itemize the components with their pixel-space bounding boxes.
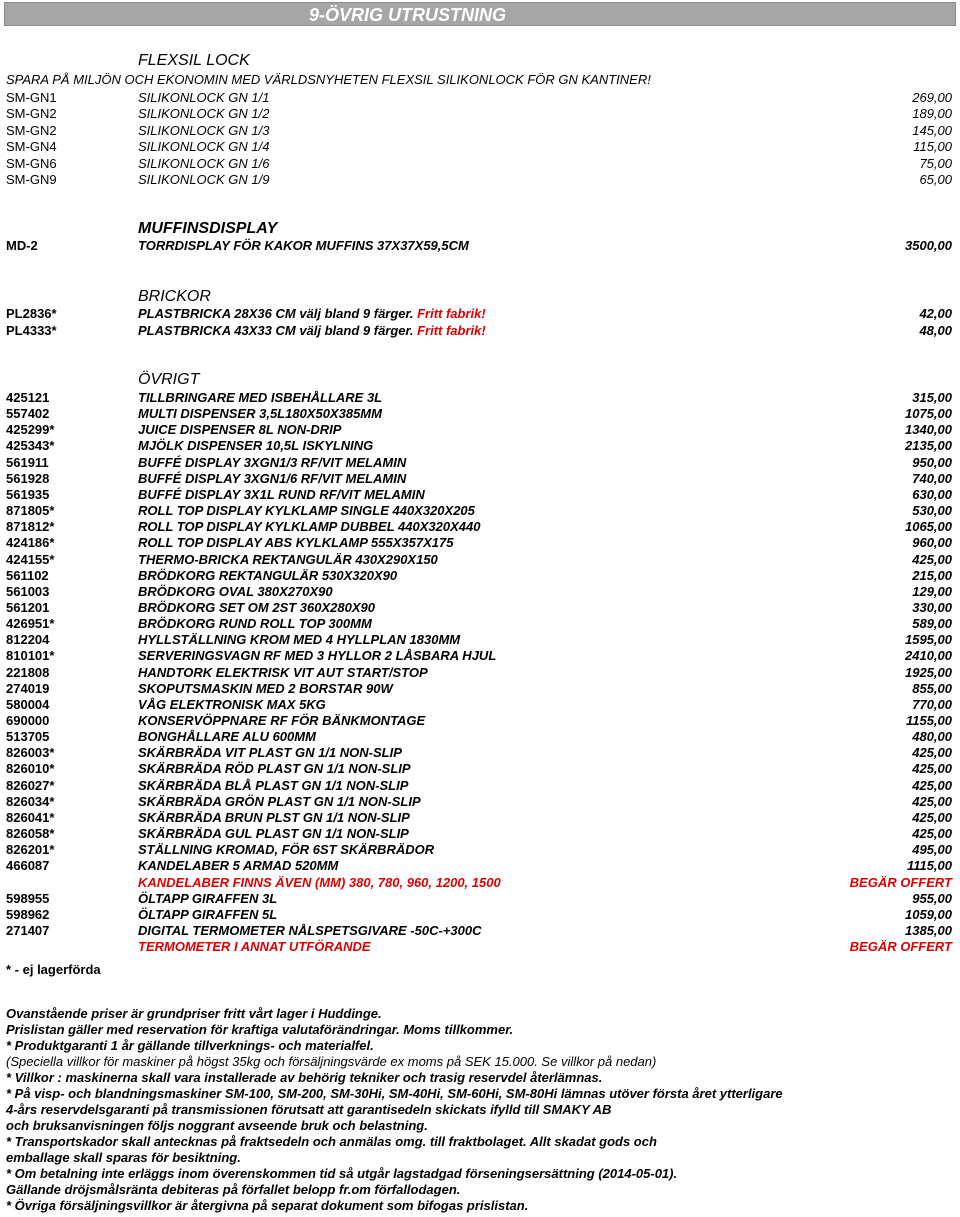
item-description: KANDELABER 5 ARMAD 520MM xyxy=(138,858,339,874)
item-price: 2410,00 xyxy=(905,648,952,664)
table-row xyxy=(0,745,960,761)
item-description: HYLLSTÄLLNING KROM MED 4 HYLLPLAN 1830MM xyxy=(138,632,461,648)
item-price: 950,00 xyxy=(912,454,952,470)
item-description: BUFFÉ DISPLAY 3XGN1/6 RF/VIT MELAMIN xyxy=(138,470,407,486)
table-row xyxy=(0,648,960,664)
table-row xyxy=(0,632,960,648)
item-description: SILIKONLOCK GN 1/3 xyxy=(138,122,270,138)
item-description: SKÄRBRÄDA GRÖN PLAST GN 1/1 NON-SLIP xyxy=(138,793,421,809)
table-row xyxy=(0,106,960,122)
item-description: TILLBRINGARE MED ISBEHÅLLARE 3L xyxy=(138,390,383,405)
item-price: 145,00 xyxy=(912,122,952,138)
item-description: SILIKONLOCK GN 1/6 xyxy=(138,155,270,171)
item-code: SM-GN9 xyxy=(6,172,57,187)
item-price: 425,00 xyxy=(912,826,952,842)
item-price: 65,00 xyxy=(919,172,952,187)
item-price: 1065,00 xyxy=(905,519,952,535)
table-row xyxy=(0,90,960,106)
flexsil-heading: FLEXSIL LOCK xyxy=(138,52,250,69)
table-row xyxy=(0,306,960,322)
table-row xyxy=(0,406,960,422)
item-description: MJÖLK DISPENSER 10,5L ISKYLNING xyxy=(138,438,374,454)
table-row xyxy=(0,826,960,842)
item-price: 1340,00 xyxy=(905,422,952,438)
item-code: 425343* xyxy=(6,438,55,454)
item-description: ÖLTAPP GIRAFFEN 3L xyxy=(138,890,278,906)
item-code: 826010* xyxy=(6,761,55,777)
item-code: 466087 xyxy=(6,858,50,874)
item-description: BRÖDKORG REKTANGULÄR 530X320X90 xyxy=(138,567,398,583)
item-code: 561201 xyxy=(6,599,50,615)
item-code: 274019 xyxy=(6,680,50,696)
footnote: * - ej lagerförda xyxy=(6,962,101,977)
item-description: STÄLLNING KROMAD, FÖR 6ST SKÄRBRÄDOR xyxy=(138,842,435,858)
item-price: 42,00 xyxy=(919,306,952,321)
table-row xyxy=(0,390,960,406)
item-code: SM-GN6 xyxy=(6,155,57,171)
item-price: 425,00 xyxy=(912,793,952,809)
item-price: 3500,00 xyxy=(905,238,952,253)
item-description: BRÖDKORG RUND ROLL TOP 300MM xyxy=(138,616,372,632)
table-row xyxy=(0,761,960,777)
item-description: VÅG ELEKTRONISK MAX 5KG xyxy=(138,696,326,712)
item-description: SERVERINGSVAGN RF MED 3 HYLLOR 2 LÅSBARA HJUL xyxy=(138,648,497,664)
item-code: 221808 xyxy=(6,664,50,680)
item-code: 826003* xyxy=(6,745,55,761)
terms-block xyxy=(6,1006,946,1214)
item-price: 530,00 xyxy=(912,503,952,519)
item-price: 115,00 xyxy=(913,139,952,155)
table-row xyxy=(0,568,960,584)
item-price: 425,00 xyxy=(912,809,952,825)
item-description: SKÄRBRÄDA BRUN PLST GN 1/1 NON-SLIP xyxy=(138,809,410,825)
item-code: 826201* xyxy=(6,842,55,858)
item-code: MD-2 xyxy=(6,238,38,253)
item-code: PL4333* xyxy=(6,322,57,338)
table-row xyxy=(0,729,960,745)
item-description: BUFFÉ DISPLAY 3XGN1/3 RF/VIT MELAMIN xyxy=(138,454,407,470)
terms-line: * Om betalning inte erläggs inom överenskommen tid så utgår lagstadgad förseningsersättning (2014-05-01). xyxy=(6,1166,678,1181)
table-row xyxy=(0,794,960,810)
section-title: 9-ÖVRIG UTRUSTNING xyxy=(309,5,507,25)
item-description: SKÄRBRÄDA GUL PLAST GN 1/1 NON-SLIP xyxy=(138,826,409,842)
brickor-heading: BRICKOR xyxy=(138,288,211,305)
item-code: 871805* xyxy=(6,503,55,519)
table-row xyxy=(0,535,960,551)
item-description: ÖLTAPP GIRAFFEN 5L xyxy=(138,906,278,922)
item-description: MULTI DISPENSER 3,5L180X50X385MM xyxy=(138,406,382,422)
item-description: BUFFÉ DISPLAY 3X1L RUND RF/VIT MELAMIN xyxy=(138,486,425,502)
table-row xyxy=(0,891,960,907)
item-code: 598962 xyxy=(6,906,50,922)
item-code: 826034* xyxy=(6,793,55,809)
terms-line: Gällande dröjsmålsränta debiteras på förfallet belopp fr.om förfallodagen. xyxy=(6,1182,461,1197)
item-price: 425,00 xyxy=(912,777,952,793)
table-row xyxy=(0,697,960,713)
item-code: 812204 xyxy=(6,632,50,648)
item-description: SKÄRBRÄDA VIT PLAST GN 1/1 NON-SLIP xyxy=(138,745,402,761)
table-row xyxy=(0,584,960,600)
table-row xyxy=(0,923,960,939)
item-price: 1155,00 xyxy=(905,713,952,728)
item-description: BRÖDKORG SET OM 2ST 360X280X90 xyxy=(138,599,375,615)
table-row xyxy=(0,778,960,794)
item-price: 630,00 xyxy=(912,486,952,502)
terms-line: 4-års reservdelsgaranti på transmissionen förutsatt att garantisedeln skickats ifylld till SMAKY AB xyxy=(6,1102,612,1117)
fritt-fabrik-note: Fritt fabrik! xyxy=(417,322,486,338)
item-code: SM-GN4 xyxy=(6,139,57,155)
item-description: PLASTBRICKA 43X33 CM välj bland 9 färger. Fritt fabrik! xyxy=(138,322,486,338)
table-row xyxy=(0,238,960,254)
item-price: 1059,00 xyxy=(905,906,952,922)
item-code: 561911 xyxy=(6,454,49,470)
item-description: BONGHÅLLARE ALU 600MM xyxy=(138,729,316,745)
item-code: 513705 xyxy=(6,729,50,745)
item-code: 690000 xyxy=(6,713,50,728)
item-code: 561102 xyxy=(6,567,49,583)
item-price: 589,00 xyxy=(912,616,952,632)
item-code: SM-GN2 xyxy=(6,122,57,138)
item-code: 561928 xyxy=(6,470,50,486)
item-code: 826058* xyxy=(6,826,55,842)
item-code: 580004 xyxy=(6,696,50,712)
item-price: 315,00 xyxy=(912,390,952,405)
item-price: 129,00 xyxy=(912,583,952,599)
item-price: 2135,00 xyxy=(905,438,952,454)
item-price: 269,00 xyxy=(912,90,952,105)
item-description: SILIKONLOCK GN 1/9 xyxy=(138,172,270,187)
item-description: TORRDISPLAY FÖR KAKOR MUFFINS 37X37X59,5CM xyxy=(138,238,469,253)
item-code: 810101* xyxy=(6,648,55,664)
item-description: THERMO-BRICKA REKTANGULÄR 430X290X150 xyxy=(138,551,438,567)
table-row xyxy=(0,616,960,632)
item-price: 955,00 xyxy=(912,890,952,906)
item-description: SILIKONLOCK GN 1/2 xyxy=(138,106,270,122)
item-description: SILIKONLOCK GN 1/4 xyxy=(138,139,270,155)
flexsil-intro: SPARA PÅ MILJÖN OCH EKONOMIN MED VÄRLDSNYHETEN FLEXSIL SILIKONLOCK FÖR GN KANTINER! xyxy=(6,72,651,87)
item-price: 330,00 xyxy=(912,599,952,615)
item-description: KANDELABER FINNS ÄVEN (MM) 380, 780, 960, 1200, 1500 xyxy=(138,874,501,890)
item-price: 425,00 xyxy=(912,761,952,777)
table-row xyxy=(0,810,960,826)
ovrigt-heading: ÖVRIGT xyxy=(138,371,200,388)
item-code: 598955 xyxy=(6,890,50,906)
item-price: 1115,00 xyxy=(906,858,952,874)
item-price: 1925,00 xyxy=(905,664,952,680)
item-code: 426951* xyxy=(6,616,55,632)
item-price: 495,00 xyxy=(912,842,952,858)
terms-line: emballage skall sparas för besiktning. xyxy=(6,1150,241,1165)
item-description: PLASTBRICKA 28X36 CM välj bland 9 färger. Fritt fabrik! xyxy=(138,306,486,321)
terms-line: * Transportskador skall antecknas på fraktsedeln och anmälas omg. till fraktbolaget. Allt skadat gods och xyxy=(6,1134,657,1149)
table-row xyxy=(0,438,960,454)
item-price: 425,00 xyxy=(912,745,952,761)
table-row xyxy=(0,907,960,923)
item-code: 271407 xyxy=(6,922,50,938)
item-description: SKOPUTSMASKIN MED 2 BORSTAR 90W xyxy=(138,680,393,696)
table-row xyxy=(0,665,960,681)
table-row xyxy=(0,471,960,487)
table-row xyxy=(0,552,960,568)
table-row xyxy=(0,503,960,519)
item-price: 189,00 xyxy=(912,106,952,122)
item-code: PL2836* xyxy=(6,306,57,321)
item-price: 1385,00 xyxy=(905,922,952,938)
item-price: 480,00 xyxy=(912,729,952,745)
item-description: TERMOMETER I ANNAT UTFÖRANDE xyxy=(138,939,371,955)
item-code: SM-GN2 xyxy=(6,106,57,122)
terms-line: * Övriga försäljningsvillkor är återgivna på separat dokument som bifogas prislistan. xyxy=(6,1198,529,1213)
table-row xyxy=(0,858,960,874)
item-description: SKÄRBRÄDA BLÅ PLAST GN 1/1 NON-SLIP xyxy=(138,777,409,793)
item-code: 424186* xyxy=(6,535,55,551)
item-description: ROLL TOP DISPLAY ABS KYLKLAMP 555X357X175 xyxy=(138,535,454,551)
terms-line: Ovanstående priser är grundpriser fritt vårt lager i Huddinge. xyxy=(6,1006,382,1021)
item-price: 1595,00 xyxy=(905,632,952,648)
table-row xyxy=(0,455,960,471)
item-price: 960,00 xyxy=(912,535,952,551)
item-price: 215,00 xyxy=(912,567,952,583)
table-row xyxy=(0,875,960,891)
terms-line: Prislistan gäller med reservation för kraftiga valutaförändringar. Moms tillkommer. xyxy=(6,1022,514,1037)
muffins-heading: MUFFINSDISPLAY xyxy=(138,220,278,237)
terms-line: * Villkor : maskinerna skall vara installerade av behörig tekniker och trasig reservdel återlämnas. xyxy=(6,1070,603,1085)
item-code: 557402 xyxy=(6,406,50,422)
table-row xyxy=(0,519,960,535)
item-description: ROLL TOP DISPLAY KYLKLAMP SINGLE 440X320X205 xyxy=(138,503,475,519)
item-price: 770,00 xyxy=(912,696,952,712)
table-row xyxy=(0,156,960,172)
item-code: 826041* xyxy=(6,809,55,825)
table-row xyxy=(0,600,960,616)
item-price: 1075,00 xyxy=(905,406,952,422)
table-row xyxy=(0,842,960,858)
item-code: 424155* xyxy=(6,551,55,567)
section-banner xyxy=(4,2,956,26)
fritt-fabrik-note: Fritt fabrik! xyxy=(417,306,486,321)
item-description: DIGITAL TERMOMETER NÅLSPETSGIVARE -50C-+300C xyxy=(138,922,482,938)
item-description: JUICE DISPENSER 8L NON-DRIP xyxy=(138,422,342,438)
item-description: KONSERVÖPPNARE RF FÖR BÄNKMONTAGE xyxy=(138,713,426,728)
item-code: 871812* xyxy=(6,519,55,535)
item-code: SM-GN1 xyxy=(6,90,57,105)
table-row xyxy=(0,939,960,955)
item-description: BRÖDKORG OVAL 380X270X90 xyxy=(138,583,333,599)
item-description: SKÄRBRÄDA RÖD PLAST GN 1/1 NON-SLIP xyxy=(138,761,411,777)
item-code: 425299* xyxy=(6,422,55,438)
item-description: HANDTORK ELEKTRISK VIT AUT START/STOP xyxy=(138,664,428,680)
table-row xyxy=(0,681,960,697)
table-row xyxy=(0,172,960,188)
item-code: 425121 xyxy=(6,390,50,405)
item-code: 826027* xyxy=(6,777,55,793)
item-price: 425,00 xyxy=(912,551,952,567)
terms-line: och bruksanvisningen följs noggrant avseende bruk och belastning. xyxy=(6,1118,428,1133)
table-row xyxy=(0,422,960,438)
terms-line: * Produktgaranti 1 år gällande tillverknings- och materialfel. xyxy=(6,1038,374,1053)
table-row xyxy=(0,713,960,729)
item-price: 855,00 xyxy=(912,680,952,696)
item-price: BEGÄR OFFERT xyxy=(849,874,952,890)
table-row xyxy=(0,123,960,139)
item-description: SILIKONLOCK GN 1/1 xyxy=(138,90,270,105)
item-price: 740,00 xyxy=(912,470,952,486)
item-price: BEGÄR OFFERT xyxy=(849,939,952,955)
item-code: 561935 xyxy=(6,486,50,502)
table-row xyxy=(0,323,960,339)
item-code: 561003 xyxy=(6,583,50,599)
item-description: ROLL TOP DISPLAY KYLKLAMP DUBBEL 440X320X440 xyxy=(138,519,481,535)
table-row xyxy=(0,487,960,503)
table-row xyxy=(0,139,960,155)
terms-line: * På visp- och blandningsmaskiner SM-100, SM-200, SM-30Hi, SM-40Hi, SM-60Hi, SM-80Hi lämnas utöver första året ytterligare xyxy=(6,1086,783,1101)
item-price: 48,00 xyxy=(919,322,952,338)
item-price: 75,00 xyxy=(919,155,952,171)
terms-line: (Speciella villkor för maskiner på högst 35kg och försäljningsvärde ex moms på SEK 15.000. Se villkor på nedan) xyxy=(6,1054,657,1069)
